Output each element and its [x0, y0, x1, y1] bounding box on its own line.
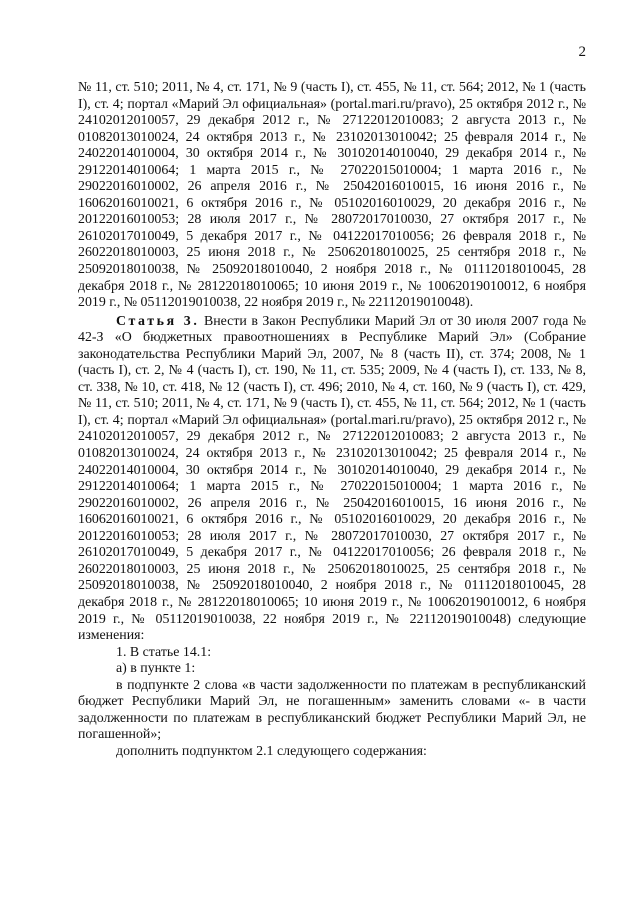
paragraph-article-3: [78, 314, 586, 645]
paragraph-subitem-a: а) в пункте 1:: [116, 661, 196, 677]
article-3-text: Внести в Закон Республики Марий Эл от 30 июля 2007 года № 42-З «О бюджетных правоотношениях в Республике Марий Эл» (Собрание законодательства Республики Марий Эл, 2007, № 8 (часть II), ст. 374; 2008, № 1 (часть I), ст. 2, № 4 (часть I), ст. 190, № 11, ст. 535; 2009, № 4 (часть I), ст. 133, № 8, ст. 338, № 10, ст. 418, № 12 (часть I), ст. 496; 2010, № 4, ст. 160, № 9 (часть I), ст. 429, № 11, ст. 510; 2011, № 4, ст. 171, № 9 (часть I), ст. 455, № 11, ст. 564; 2012, № 1 (часть I), ст. 4; портал «Марий Эл официальная» (portal.mari.ru/pravo), 25 октября 2012 г., № 24102012010057, 29 декабря 2012 г., № 27122012010083; 2 августа 2013 г., № 01082013010024, 24 октября 2013 г., № 23102013010042; 25 февраля 2014 г., № 24022014010004, 30 октября 2014 г., № 30102014010040, 29 декабря 2014 г., № 29122014010064; 1 марта 2015 г., № 27022015010004; 1 марта 2016 г., № 29022016010002, 26 апреля 2016 г., № 25042016010015, 16 июня 2016 г., № 16062016010021, 6 октября 2016 г., № 05102016010029, 20 декабря 2016 г., № 20122016010053; 28 июля 2017 г., № 28072017010030, 27 октября 2017 г., № 26102017010049, 5 декабря 2017 г., № 04122017010056; 26 февраля 2018 г., № 26022018010003, 25 июня 2018 г., № 25062018010025, 25 сентября 2018 г., № 25092018010038, № 25092018010040, 2 ноября 2018 г., № 01112018010045, 28 декабря 2018 г., № 28122018010065; 10 июня 2019 г., № 10062019010012, 6 ноября 2019 г., № 05112019010038, 22 ноября 2019 г., № 22112019010048) следующие изменения:: [78, 313, 586, 644]
paragraph-subpoint-2: в подпункте 2 слова «в части задолженности по платежам в республиканский бюджет Республики Марий Эл, не погашенным» заменить словами «- в части задолженности по платежам в республиканский бюджет Республики Марий Эл, не погашенной»;: [78, 677, 586, 743]
page-number: 2: [578, 44, 586, 60]
paragraph-citation-continuation: № 11, ст. 510; 2011, № 4, ст. 171, № 9 (часть I), ст. 455, № 11, ст. 564; 2012, № 1 (часть I), ст. 4; портал «Марий Эл официальная» (portal.mari.ru/pravo), 25 октября 2012 г., № 24102012010057, 29 декабря 2012 г., № 27122012010083; 2 августа 2013 г., № 01082013010024, 24 октября 2013 г., № 23102013010042; 25 февраля 2014 г., № 24022014010004, 30 октября 2014 г., № 30102014010040, 29 декабря 2014 г., № 29122014010064; 1 марта 2015 г., № 27022015010004; 1 марта 2016 г., № 29022016010002, 26 апреля 2016 г., № 25042016010015, 16 июня 2016 г., № 16062016010021, 6 октября 2016 г., № 05102016010029, 20 декабря 2016 г., № 20122016010053; 28 июля 2017 г., № 28072017010030, 27 октября 2017 г., № 26102017010049, 5 декабря 2017 г., № 04122017010056; 26 февраля 2018 г., № 26022018010003, 25 июня 2018 г., № 25062018010025, 25 сентября 2018 г., № 25092018010038, № 25092018010040, 2 ноября 2018 г., № 01112018010045, 28 декабря 2018 г., № 28122018010065; 10 июня 2019 г., № 10062019010012, 6 ноября 2019 г., № 05112019010038, 22 ноября 2019 г., № 22112019010048).: [78, 80, 586, 311]
document-body: [78, 80, 586, 760]
paragraph-item-1: 1. В статье 14.1:: [116, 644, 212, 660]
paragraph-add-subpoint: дополнить подпунктом 2.1 следующего содержания:: [116, 743, 427, 759]
article-label: Статья 3.: [116, 313, 200, 329]
